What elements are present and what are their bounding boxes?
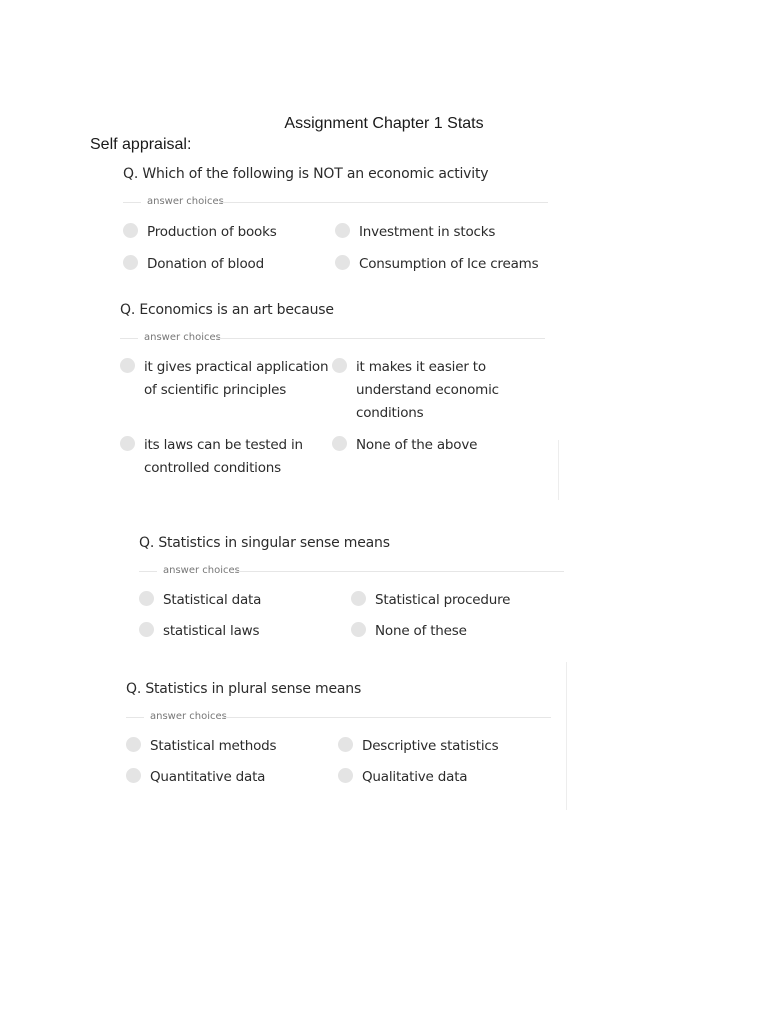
answer-choices-label: answer choices bbox=[163, 565, 240, 576]
radio-button[interactable] bbox=[123, 223, 138, 238]
question-block-1 bbox=[123, 166, 553, 286]
radio-button[interactable] bbox=[139, 622, 154, 637]
question-block-3 bbox=[139, 535, 569, 655]
radio-button[interactable] bbox=[332, 358, 347, 373]
option-label: Qualitative data bbox=[362, 769, 468, 785]
radio-button[interactable] bbox=[126, 768, 141, 783]
radio-button[interactable] bbox=[139, 591, 154, 606]
radio-button[interactable] bbox=[120, 436, 135, 451]
option-label: Donation of blood bbox=[147, 256, 264, 272]
question-text: Q. Statistics in singular sense means bbox=[139, 535, 390, 551]
option-label: Statistical methods bbox=[150, 738, 277, 754]
radio-button[interactable] bbox=[351, 622, 366, 637]
option-label: statistical laws bbox=[163, 623, 260, 639]
radio-button[interactable] bbox=[120, 358, 135, 373]
divider-line bbox=[566, 662, 567, 810]
option-label: None of these bbox=[375, 623, 467, 639]
section-label: Self appraisal: bbox=[90, 136, 192, 153]
radio-button[interactable] bbox=[332, 436, 347, 451]
answer-choices-divider bbox=[123, 196, 548, 208]
option-label: Statistical data bbox=[163, 592, 262, 608]
option-label: Investment in stocks bbox=[359, 224, 496, 240]
radio-button[interactable] bbox=[123, 255, 138, 270]
radio-button[interactable] bbox=[338, 768, 353, 783]
answer-choices-label: answer choices bbox=[147, 196, 224, 207]
question-block-2 bbox=[120, 302, 560, 502]
option-label: Statistical procedure bbox=[375, 592, 511, 608]
divider-line bbox=[558, 440, 559, 500]
option-label: it gives practical application of scientific principles bbox=[144, 359, 329, 398]
question-text: Q. Which of the following is NOT an economic activity bbox=[123, 166, 489, 182]
document-title: Assignment Chapter 1 Stats bbox=[284, 115, 484, 132]
question-block-4 bbox=[126, 681, 556, 801]
answer-choices-label: answer choices bbox=[144, 332, 221, 343]
option-label: it makes it easier to understand economic conditions bbox=[356, 359, 499, 421]
option-label: Production of books bbox=[147, 224, 277, 240]
answer-choices-label: answer choices bbox=[150, 711, 227, 722]
radio-button[interactable] bbox=[351, 591, 366, 606]
question-text: Q. Economics is an art because bbox=[120, 302, 334, 318]
answer-choices-divider bbox=[120, 332, 545, 344]
radio-button[interactable] bbox=[335, 255, 350, 270]
option-label: its laws can be tested in controlled conditions bbox=[144, 437, 303, 476]
answer-choices-divider bbox=[126, 711, 551, 723]
radio-button[interactable] bbox=[338, 737, 353, 752]
answer-choices-divider bbox=[139, 565, 564, 577]
radio-button[interactable] bbox=[126, 737, 141, 752]
option-label: None of the above bbox=[356, 437, 478, 453]
option-label: Descriptive statistics bbox=[362, 738, 499, 754]
option-label: Quantitative data bbox=[150, 769, 266, 785]
radio-button[interactable] bbox=[335, 223, 350, 238]
question-text: Q. Statistics in plural sense means bbox=[126, 681, 362, 697]
option-label: Consumption of Ice creams bbox=[359, 256, 539, 272]
